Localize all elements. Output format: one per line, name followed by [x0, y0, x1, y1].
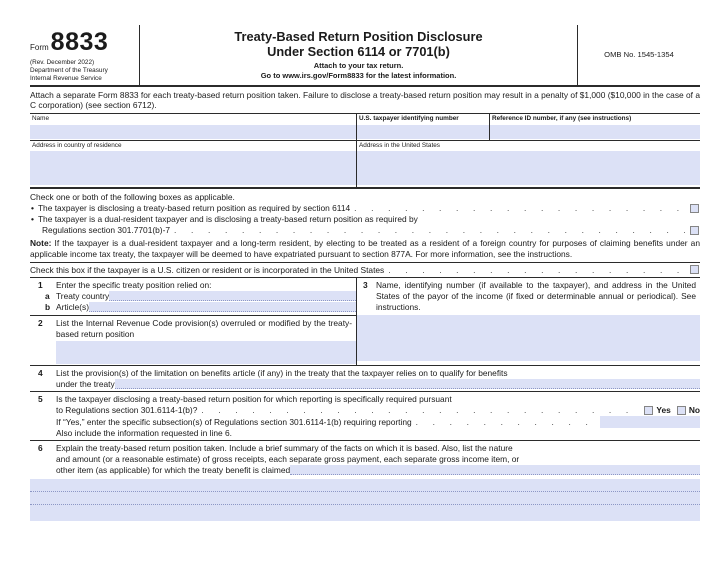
payor-info-input[interactable] — [357, 315, 700, 361]
no-label: No — [688, 405, 700, 416]
explanation-input-leader[interactable] — [290, 465, 700, 475]
tin-label: U.S. taxpayer identifying number — [359, 115, 459, 123]
address-residence-input[interactable] — [30, 151, 356, 185]
checkbox-regulations-7701b7[interactable] — [690, 226, 699, 235]
identity-table — [30, 113, 700, 189]
dual-resident-note — [30, 238, 700, 260]
checkbox-section-6114[interactable] — [690, 204, 699, 213]
divider — [30, 315, 356, 316]
explanation-line[interactable] — [30, 479, 700, 492]
line3-text: Name, identifying number (if available to the taxpayer), and address in the United States of the payor of the income (if fixed or determinable annual or periodical). See instructions. — [376, 280, 696, 313]
us-citizen-text: Check this box if the taxpayer is a U.S. citizen or resident or is incorporated in the United States — [30, 264, 385, 275]
form-title-line2: Under Section 6114 or 7701(b) — [267, 44, 450, 60]
dot-leader — [388, 265, 685, 276]
line-3-column — [357, 278, 700, 365]
line1-text: Enter the specific treaty position relied on: — [56, 280, 212, 291]
form-header — [30, 25, 700, 87]
dot-leader — [416, 417, 596, 428]
checkbox-yes[interactable] — [644, 406, 653, 415]
form-revision: (Rev. December 2022) — [30, 58, 95, 66]
line3-number: 3 — [363, 280, 368, 291]
name-label: Name — [32, 115, 50, 123]
line1a-label: Treaty country — [56, 291, 110, 302]
articles-input[interactable] — [89, 302, 356, 312]
us-citizen-row — [30, 262, 700, 279]
form-id-block — [30, 25, 140, 85]
explanation-line[interactable] — [30, 505, 700, 521]
bullet-dual-resident-row — [30, 214, 700, 225]
agency-line-2: Internal Revenue Service — [30, 74, 102, 82]
line4-text-line1: List the provision(s) of the limitation on benefits article (if any) in the treaty that the taxpayer relies on to qualify for benefits — [56, 368, 508, 379]
line-5 — [30, 392, 700, 441]
line6-text-line3: other item (as applicable) for which the treaty benefit is claimed — [56, 464, 291, 475]
line1-number: 1 — [38, 280, 43, 291]
goto-instruction: Go to www.irs.gov/Form8833 for the latest information. — [260, 70, 457, 80]
regulations-7701b7-text: Regulations section 301.7701(b)-7 — [42, 224, 171, 235]
treaty-country-input[interactable] — [109, 291, 356, 301]
explanation-input-area[interactable] — [30, 479, 700, 521]
penalty-notice: Attach a separate Form 8833 for each treaty-based return position taken. Failure to disclose a treaty-based return position may result in a penalty of $1,000 ($10,000 in the case of a C corporation) (see section 6712). — [30, 89, 700, 111]
form-8833-page — [30, 25, 700, 521]
bullet-6114-row — [30, 203, 700, 214]
line-6 — [30, 441, 700, 521]
limitation-benefits-input[interactable] — [115, 379, 700, 389]
lines-1-2-column — [30, 278, 357, 365]
form-title-line1: Treaty-Based Return Position Disclosure — [234, 29, 483, 44]
checkbox-no[interactable] — [677, 406, 686, 415]
lines-1-to-3 — [30, 278, 700, 366]
bullet-6114-text: • The taxpayer is disclosing a treaty-based return position as required by section 6114 — [37, 202, 351, 213]
attach-instruction: Attach to your tax return. — [313, 61, 404, 71]
line5-text-line2: to Regulations section 301.6114-1(b)? — [56, 405, 198, 416]
address-residence-label: Address in country of residence — [32, 141, 122, 149]
line5-text-line1: Is the taxpayer disclosing a treaty-based return position for which reporting is specifically required pursuant — [56, 394, 452, 405]
reference-id-label: Reference ID number, if any (see instructions) — [492, 115, 632, 123]
line1a-letter: a — [45, 291, 50, 302]
form-word: Form — [30, 43, 49, 52]
irc-provisions-input[interactable] — [56, 341, 356, 364]
agency-line-1: Department of the Treasury — [30, 66, 108, 74]
name-input[interactable] — [30, 125, 356, 139]
dot-leader — [201, 405, 639, 416]
bullet-dual-resident-text: • The taxpayer is a dual-resident taxpayer and is disclosing a treaty-based return position as required by — [37, 213, 418, 224]
line6-text-line1: Explain the treaty-based return position taken. Include a brief summary of the facts on which it is based. Also, list the nature — [56, 442, 513, 453]
line2-text: List the Internal Revenue Code provision(s) overruled or modified by the treaty-based return position — [56, 318, 352, 340]
form-number: 8833 — [50, 28, 109, 56]
explanation-line[interactable] — [30, 492, 700, 505]
line4-text-line2: under the treaty — [56, 379, 115, 390]
line5-text-line3: If “Yes,” enter the specific subsection(s) of Regulations section 301.6114-1(b) requiring reporting — [56, 416, 412, 427]
bullet-dual-resident-row2 — [30, 225, 700, 236]
line-4 — [30, 366, 700, 392]
dot-leader — [354, 203, 685, 214]
line6-text-line2: and amount (or a reasonable estimate) of gross receipts, each separate gross payment, each separate gross income item, or — [56, 453, 520, 464]
reference-id-input[interactable] — [490, 125, 700, 139]
line5-number: 5 — [38, 394, 43, 405]
note-text: If the taxpayer is a dual-resident taxpayer and a long-term resident, by electing to be treated as a resident of a foreign country for purposes of claiming benefits under an applicable income tax treaty, the taxpayer will be deemed to have expatriated pursuant to section 877A. For more information, see the instructions. — [30, 237, 700, 259]
note-label: Note: — [30, 237, 52, 248]
omb-number: OMB No. 1545-1354 — [604, 49, 674, 59]
line6-number: 6 — [38, 442, 43, 453]
line1b-label: Article(s) — [56, 302, 90, 313]
yes-label: Yes — [656, 405, 671, 416]
tin-input[interactable] — [357, 125, 489, 139]
subsection-input[interactable] — [600, 416, 700, 428]
line4-number: 4 — [38, 368, 43, 379]
address-us-label: Address in the United States — [359, 141, 440, 149]
dot-leader — [174, 225, 685, 236]
line5-text-line4: Also include the information requested in line 6. — [56, 427, 232, 438]
line2-number: 2 — [38, 318, 43, 329]
form-title-block — [140, 25, 578, 85]
address-us-input[interactable] — [357, 151, 700, 185]
line1b-letter: b — [45, 302, 51, 313]
checkbox-section-lead: Check one or both of the following boxes as applicable. — [30, 192, 235, 202]
checkbox-us-citizen[interactable] — [690, 265, 699, 274]
